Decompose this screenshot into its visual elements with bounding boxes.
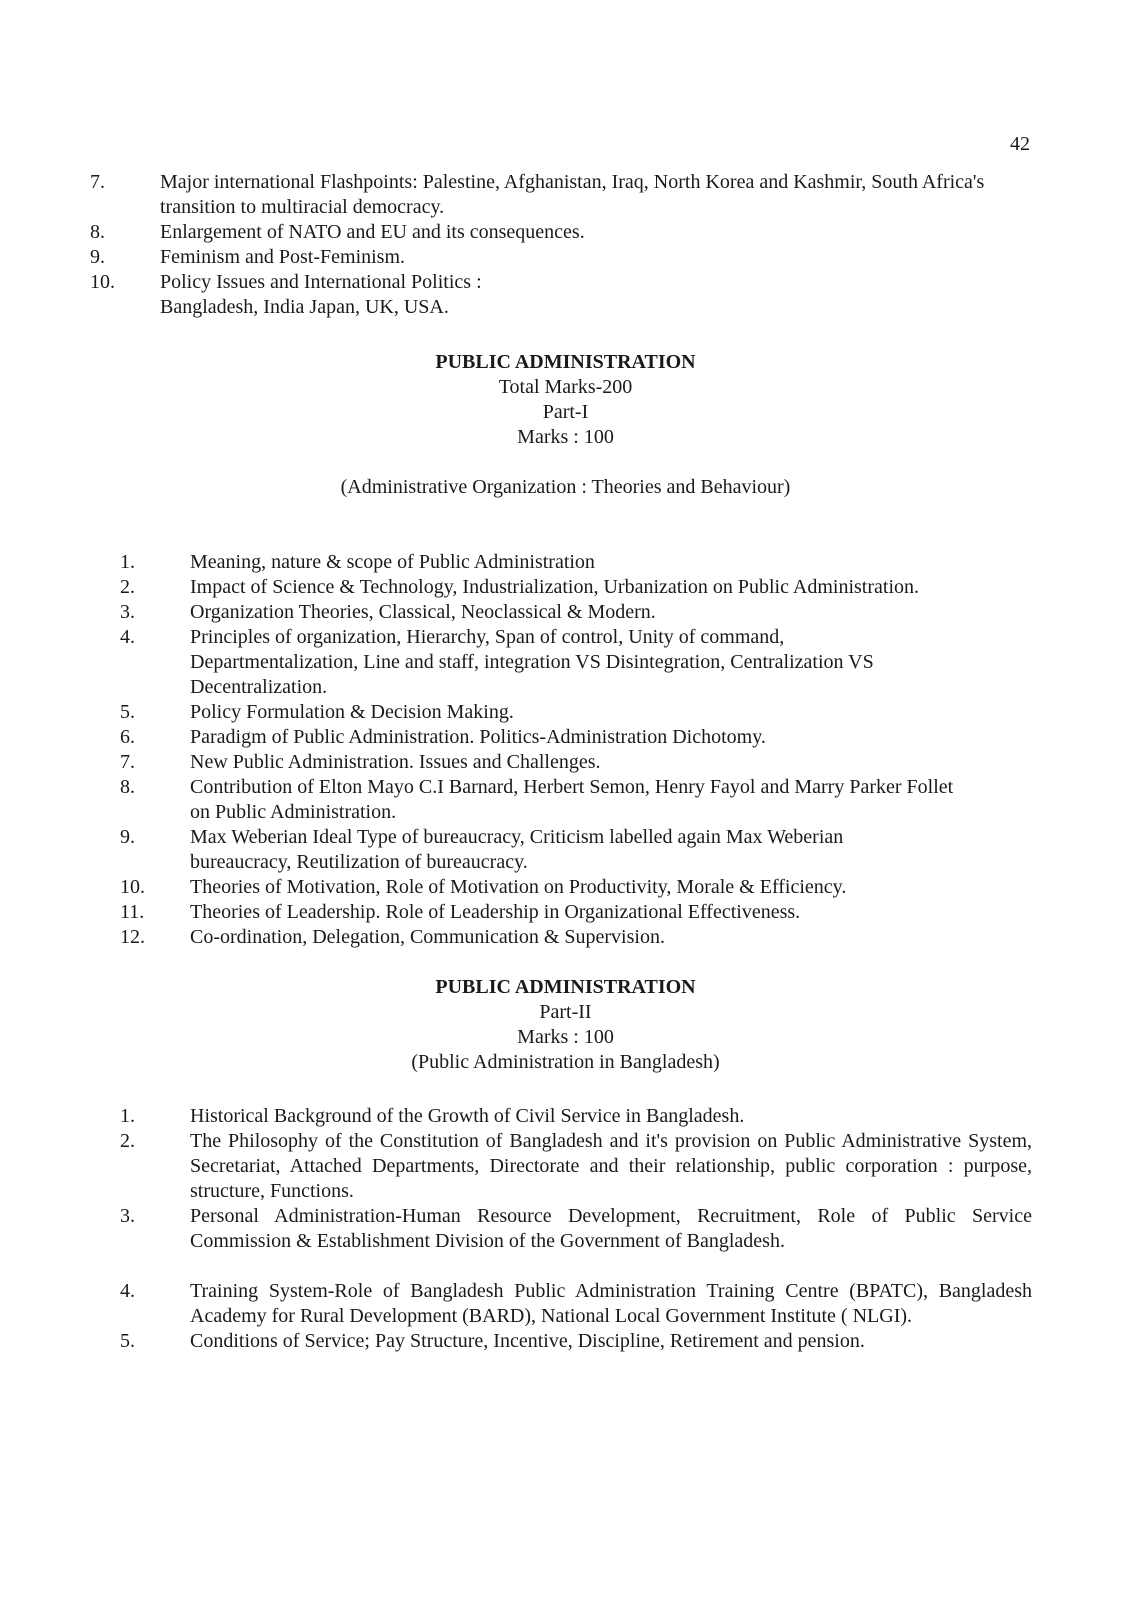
item-number: 10. (90, 271, 115, 293)
item-number: 5. (120, 1330, 135, 1352)
item-text: Feminism and Post-Feminism. (160, 246, 406, 268)
total-marks: Total Marks-200 (498, 376, 633, 398)
list-item (90, 220, 1020, 245)
list-item (120, 900, 1032, 925)
list-item (120, 600, 1032, 625)
item-text: Major international Flashpoints: Palestine, Afghanistan, Iraq, North Korea and Kashmir, South Africa's transition to multiracial democracy. (160, 171, 985, 218)
item-text: Policy Issues and International Politics : (160, 271, 482, 293)
list-item (120, 1329, 1032, 1354)
list-item (90, 245, 1020, 270)
item-number: 6. (120, 726, 135, 748)
item-text: Theories of Leadership. Role of Leadership in Organizational Effectiveness. (190, 901, 801, 923)
list-item (120, 1104, 1032, 1129)
item-number: 4. (120, 626, 135, 648)
item-text: Personal Administration-Human Resource Development, Recruitment, Role of Public Service Commission & Establishment Division of the Government of Bangladesh. (190, 1205, 1032, 1252)
item-text: New Public Administration. Issues and Challenges. (190, 751, 601, 773)
item-text: Enlargement of NATO and EU and its consequences. (160, 221, 585, 243)
item-text: Meaning, nature & scope of Public Administration (190, 551, 595, 573)
item-number: 3. (120, 601, 135, 623)
list-item (90, 170, 1020, 220)
item-text: Principles of organization, Hierarchy, Span of control, Unity of command, Departmentalization, Line and staff, integration VS Disintegration, Centralization VS Decentralization. (190, 626, 874, 698)
list-item (120, 1279, 1032, 1329)
item-number: 2. (120, 576, 135, 598)
marks-label: Marks : 100 (517, 1026, 614, 1048)
section-subtitle: (Public Administration in Bangladesh) (411, 1051, 720, 1073)
part-label: Part-I (542, 401, 589, 423)
item-text: Training System-Role of Bangladesh Public Administration Training Centre (BPATC), Bangladesh Academy for Rural Development (BARD), National Local Government Institute ( NLGI). (190, 1280, 1032, 1327)
item-number: 1. (120, 1105, 135, 1127)
item-text: The Philosophy of the Constitution of Bangladesh and it's provision on Public Administrative System, Secretariat, Attached Departments, Directorate and their relationship, public corporation : purpose, structure, Functions. (190, 1130, 1032, 1202)
section-title: PUBLIC ADMINISTRATION (435, 976, 696, 998)
item-number: 11. (120, 901, 145, 923)
part2-topics-list (120, 1104, 1032, 1354)
item-text: Historical Background of the Growth of Civil Service in Bangladesh. (190, 1105, 745, 1127)
item-number: 4. (120, 1280, 135, 1302)
item-number: 9. (120, 826, 135, 848)
list-item (90, 270, 1020, 320)
item-text: Impact of Science & Technology, Industrialization, Urbanization on Public Administration. (190, 576, 919, 598)
item-text: Paradigm of Public Administration. Politics-Administration Dichotomy. (190, 726, 766, 748)
item-text: Contribution of Elton Mayo C.I Barnard, Herbert Semon, Henry Fayol and Marry Parker Follet on Public Administration. (190, 776, 954, 823)
item-number: 1. (120, 551, 135, 573)
list-item (120, 1204, 1032, 1254)
item-number: 8. (120, 776, 135, 798)
item-number: 9. (90, 246, 105, 268)
item-text: Max Weberian Ideal Type of bureaucracy, Criticism labelled again Max Weberian bureaucracy, Reutilization of bureaucracy. (190, 826, 844, 873)
intro-list (90, 170, 1020, 320)
section-title: PUBLIC ADMINISTRATION (435, 351, 696, 373)
item-number: 10. (120, 876, 145, 898)
list-item (120, 825, 1032, 875)
item-text: Policy Formulation & Decision Making. (190, 701, 514, 723)
page-number: 42 (1010, 133, 1030, 155)
item-number: 7. (90, 171, 105, 193)
list-item (120, 750, 1032, 775)
list-item (120, 1129, 1032, 1204)
item-text: Co-ordination, Delegation, Communication & Supervision. (190, 926, 665, 948)
item-number: 12. (120, 926, 145, 948)
list-item (120, 925, 1032, 950)
part2-heading (0, 975, 1131, 1075)
item-text: Theories of Motivation, Role of Motivation on Productivity, Morale & Efficiency. (190, 876, 847, 898)
item-number: 5. (120, 701, 135, 723)
item-number: 3. (120, 1205, 135, 1227)
list-item (120, 550, 1032, 575)
part1-heading (0, 350, 1131, 500)
item-text-block (160, 270, 1020, 320)
part1-topics-list (120, 550, 1032, 950)
item-number: 7. (120, 751, 135, 773)
item-text: Organization Theories, Classical, Neoclassical & Modern. (190, 601, 656, 623)
item-number: 2. (120, 1130, 135, 1152)
marks-label: Marks : 100 (517, 426, 614, 448)
item-text-continuation: Bangladesh, India Japan, UK, USA. (160, 296, 449, 318)
list-item (120, 725, 1032, 750)
list-item (120, 575, 1032, 600)
list-item (120, 625, 1032, 700)
item-text: Conditions of Service; Pay Structure, Incentive, Discipline, Retirement and pension. (190, 1330, 865, 1352)
list-item (120, 875, 1032, 900)
part-label: Part-II (539, 1001, 592, 1023)
section-subtitle: (Administrative Organization : Theories and Behaviour) (340, 476, 791, 498)
item-number: 8. (90, 221, 105, 243)
list-item (120, 775, 1032, 825)
list-item (120, 700, 1032, 725)
